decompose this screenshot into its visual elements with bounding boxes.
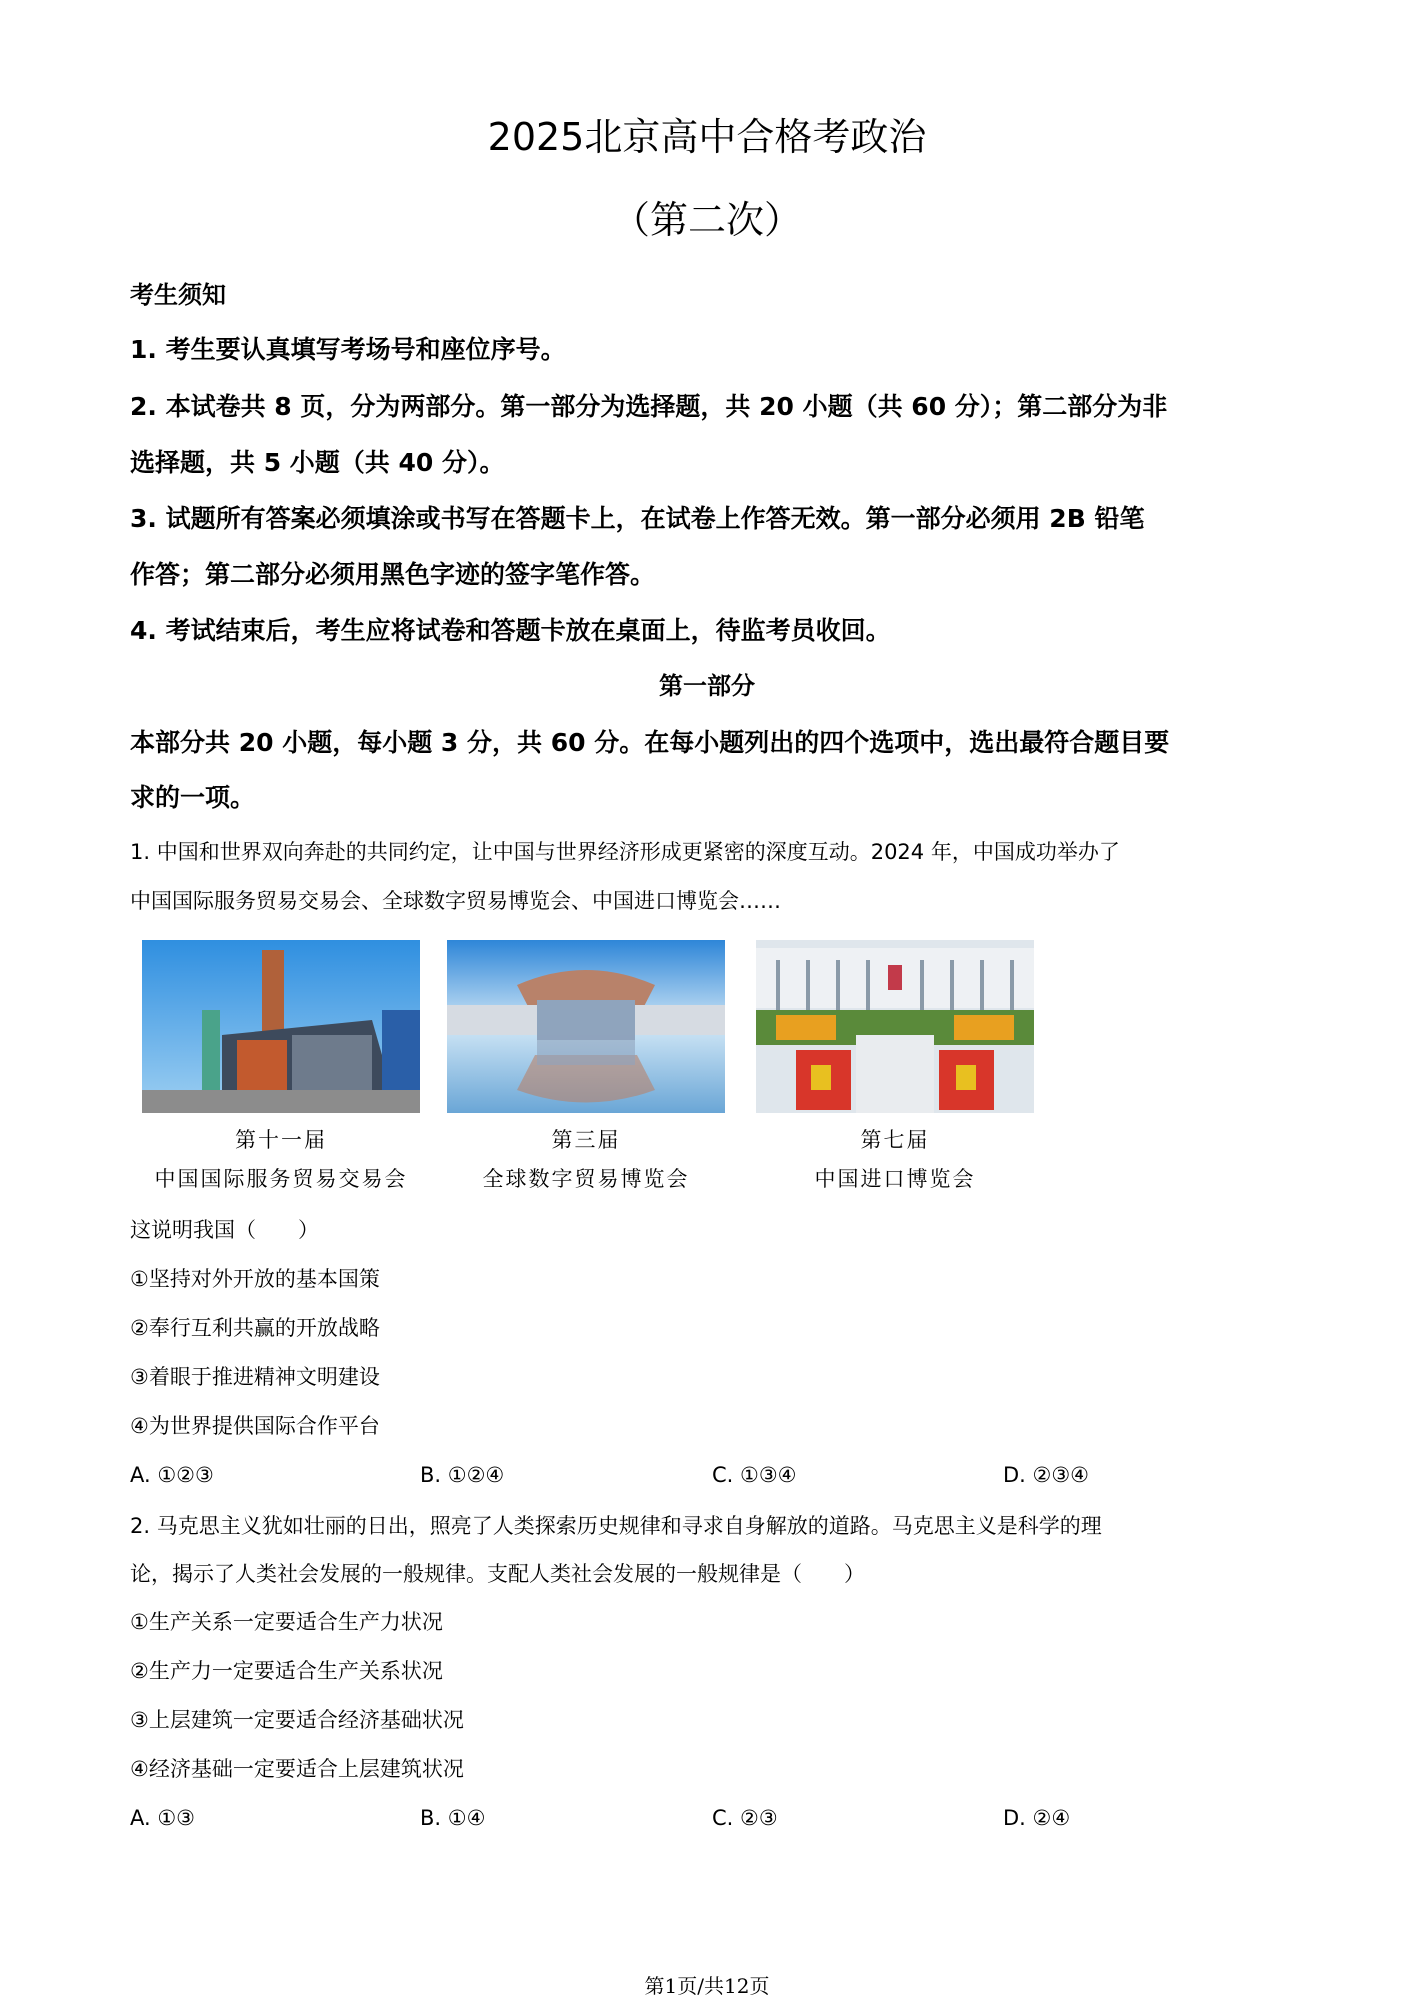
image-caption-edition: 第十一届 — [235, 1128, 327, 1152]
page-title: 2025北京高中合格考政治 — [487, 115, 927, 159]
question-1-item: ①坚持对外开放的基本国策 — [130, 1267, 380, 1291]
image-caption-edition: 第三届 — [551, 1128, 621, 1152]
question-1-item: ②奉行互利共赢的开放战略 — [130, 1316, 380, 1340]
question-1-option-a[interactable]: A. ①②③ — [130, 1463, 214, 1487]
notice-line: 4. 考试结束后，考生应将试卷和答题卡放在桌面上，待监考员收回。 — [130, 616, 891, 645]
question-2-option-b[interactable]: B. ①④ — [420, 1806, 486, 1830]
question-1-item: ③着眼于推进精神文明建设 — [130, 1365, 380, 1389]
question-2-item: ②生产力一定要适合生产关系状况 — [130, 1659, 443, 1683]
question-1-option-c[interactable]: C. ①③④ — [712, 1463, 797, 1487]
image-caption-name: 中国进口博览会 — [814, 1167, 976, 1191]
notice-heading: 考生须知 — [130, 281, 226, 309]
question-2-stem: 2. 马克思主义犹如壮丽的日出，照亮了人类探索历史规律和寻求自身解放的道路。马克思主义是科学的理 — [130, 1514, 1102, 1538]
question-1-stem: 1. 中国和世界双向奔赴的共同约定，让中国与世界经济形成更紧密的深度互动。2024 年，中国成功举办了 — [130, 840, 1120, 864]
notice-line: 3. 试题所有答案必须填涂或书写在答题卡上，在试卷上作答无效。第一部分必须用 2B 铅笔 — [130, 504, 1145, 533]
notice-line: 2. 本试卷共 8 页，分为两部分。第一部分为选择题，共 20 小题（共 60 分）；第二部分为非 — [130, 392, 1168, 421]
question-2-item: ①生产关系一定要适合生产力状况 — [130, 1610, 443, 1634]
page-number: 第1页/共12页 — [644, 1974, 770, 1998]
notice-line: 选择题，共 5 小题（共 40 分）。 — [130, 448, 505, 477]
image-caption-name: 全球数字贸易博览会 — [482, 1167, 690, 1191]
section-intro: 求的一项。 — [130, 783, 256, 812]
expo-photo-ciie — [756, 940, 1034, 1113]
question-1-item: ④为世界提供国际合作平台 — [130, 1414, 380, 1438]
question-2-item: ③上层建筑一定要适合经济基础状况 — [130, 1708, 464, 1732]
image-caption-name: 中国国际服务贸易交易会 — [154, 1167, 408, 1191]
notice-line: 作答；第二部分必须用黑色字迹的签字笔作答。 — [130, 560, 656, 589]
question-1-option-b[interactable]: B. ①②④ — [420, 1463, 505, 1487]
section-heading: 第一部分 — [659, 672, 755, 700]
question-1-stem: 中国国际服务贸易交易会、全球数字贸易博览会、中国进口博览会…… — [130, 889, 781, 913]
question-1-prompt: 这说明我国（ ） — [130, 1218, 319, 1242]
question-1-option-d[interactable]: D. ②③④ — [1003, 1463, 1089, 1487]
expo-photo-ciftis — [142, 940, 420, 1113]
question-2-item: ④经济基础一定要适合上层建筑状况 — [130, 1757, 464, 1781]
question-2-option-d[interactable]: D. ②④ — [1003, 1806, 1071, 1830]
notice-line: 1. 考生要认真填写考场号和座位序号。 — [130, 335, 566, 364]
page-subtitle: （第二次） — [611, 198, 802, 242]
image-caption-edition: 第七届 — [860, 1128, 930, 1152]
question-2-option-c[interactable]: C. ②③ — [712, 1806, 778, 1830]
question-2-option-a[interactable]: A. ①③ — [130, 1806, 195, 1830]
question-2-stem: 论，揭示了人类社会发展的一般规律。支配人类社会发展的一般规律是（ ） — [130, 1562, 865, 1586]
section-intro: 本部分共 20 小题，每小题 3 分，共 60 分。在每小题列出的四个选项中，选出最符合题目要 — [130, 728, 1170, 757]
expo-photo-gdte — [447, 940, 725, 1113]
